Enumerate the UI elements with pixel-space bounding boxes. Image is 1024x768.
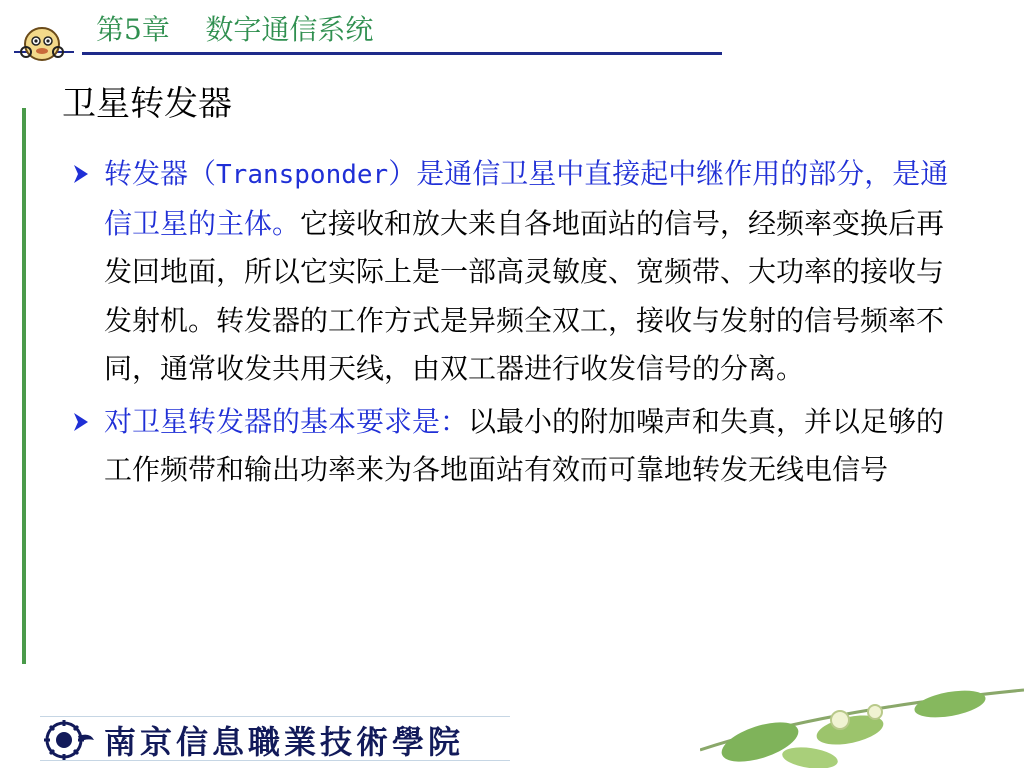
slide-title: 卫星转发器 (62, 84, 232, 124)
school-name: 南京信息職業技術學院 (104, 723, 465, 761)
mascot-icon (14, 22, 74, 68)
plant-decoration-icon (700, 680, 1024, 768)
arrow-bullet-icon (66, 398, 96, 446)
chapter-title: 第5章 数字通信系统 (96, 13, 374, 46)
bullet-body: 它接收和放大来自各地面站的信号，经频率变换后再发回地面，所以它实际上是一部高灵敏度、宽频带、大功率的接收与发射机。转发器的工作方式是异频全双工，接收与发射的信号频率不同，通常收发共用天线，由双工器进行收发信号的分离。 (104, 206, 945, 385)
bullet-emphasis-code: Transponder (216, 160, 389, 190)
bullet-list (66, 150, 966, 495)
footer-rule (40, 716, 510, 717)
left-rule (22, 108, 26, 664)
bullet-emphasis: ）是通信卫星中直接起中继作用的部分，是通信卫星的主体。 (104, 157, 949, 240)
header-rule (82, 52, 722, 55)
bullet-item (66, 398, 966, 495)
bullet-emphasis: 对卫星转发器的基本要求是： (104, 404, 469, 438)
arrow-bullet-icon (66, 150, 96, 198)
bullet-emphasis: 转发器（ (104, 157, 217, 190)
bullet-body: 以最小的附加噪声和失真，并以足够的工作频带和输出功率来为各地面站有效而可靠地转发无线电信号 (104, 404, 945, 486)
school-logo-icon (34, 718, 96, 762)
bullet-item (66, 150, 966, 394)
